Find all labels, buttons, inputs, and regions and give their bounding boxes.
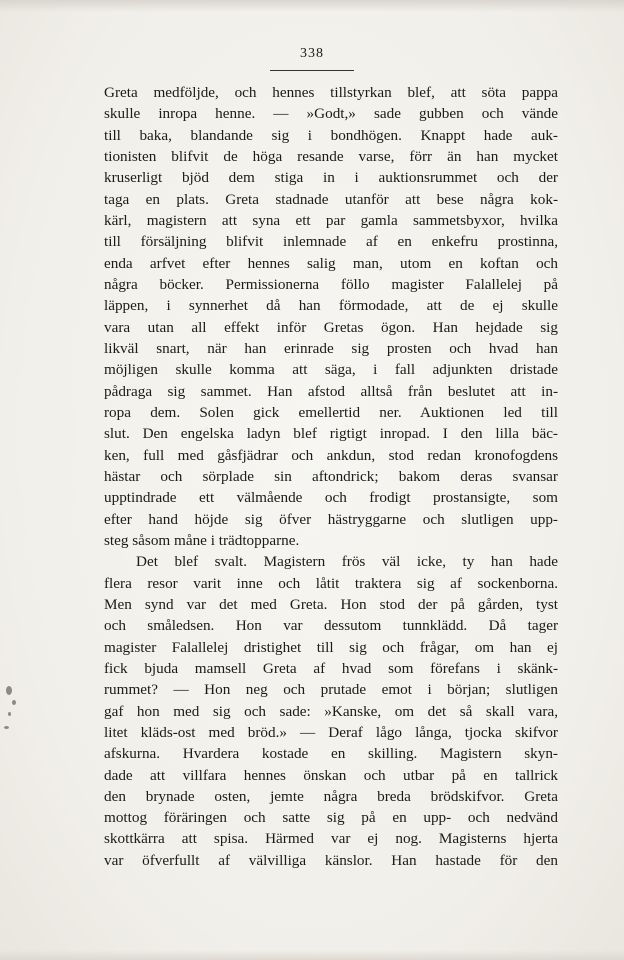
text-line: flera resor varit inne och låtit traktera sig af sockenborna. bbox=[104, 574, 558, 592]
text-line: några böcker. Permissionerna föllo magister Falallelej på bbox=[104, 275, 558, 293]
paragraph-start-line: Det blef svalt. Magistern frös väl icke, ty han hade bbox=[136, 553, 558, 571]
text-line: taga en plats. Greta stadnade utanför att bese några kok- bbox=[104, 190, 558, 208]
text-line: möjligen skulle komma att säga, i fall adjunkten dristade bbox=[104, 361, 558, 379]
ink-speck bbox=[12, 700, 16, 705]
text-line: afskurna. Hvardera kostade en skilling. Magistern skyn- bbox=[104, 745, 558, 763]
text-line: var öfverfullt af välvilliga känslor. Han hastade för den bbox=[104, 851, 558, 869]
text-line: rummet? — Hon neg och prutade emot i början; slutligen bbox=[104, 681, 558, 699]
text-line: gaf hon med sig och sade: »Kanske, om det så skall vara, bbox=[104, 702, 558, 720]
text-line: likväl snart, när han erinrade sig prosten och hvad han bbox=[104, 339, 558, 357]
page-number: 338 bbox=[300, 46, 324, 61]
text-line: till försäljning blifvit inlemnade af en enkefru prostinna, bbox=[104, 233, 558, 251]
paragraph-end-line: steg såsom måne i trädtopparne. bbox=[104, 531, 300, 549]
page-bottom-edge bbox=[0, 950, 624, 960]
text-line: enda arfvet efter hennes salig man, utom en koftan och bbox=[104, 254, 558, 272]
text-line: och småledsen. Hon var dessutom tunnklädd. Då tager bbox=[104, 617, 558, 635]
text-line: Greta medföljde, och hennes tillstyrkan blef, att söta pappa bbox=[104, 84, 558, 101]
text-line: den brynade osten, jemte några breda brödskifvor. Greta bbox=[104, 787, 558, 805]
text-line: till baka, blandande sig i bondhögen. Knappt hade auk- bbox=[104, 126, 558, 144]
text-line: upptindrade ett välmående och frodigt prostansigte, som bbox=[104, 489, 558, 507]
text-line: läppen, i synnerhet då han förmodade, att de ej skulle bbox=[104, 297, 558, 315]
text-line: kruserligt bjöd dem stiga in i auktionsrummet och der bbox=[104, 169, 558, 187]
text-line: efter hand höjde sig öfver hästryggarne och slutligen upp- bbox=[104, 510, 558, 528]
ink-speck bbox=[8, 712, 11, 716]
text-line: kärl, magistern att syna ett par gamla sammetsbyxor, hvilka bbox=[104, 211, 558, 229]
text-line: Men synd var det med Greta. Hon stod der på gården, tyst bbox=[104, 595, 558, 613]
text-line: dade att villfara hennes önskan och utbar på en tallrick bbox=[104, 766, 558, 784]
text-line: ken, full med gåsfjädrar och ankdun, stod redan kronofogdens bbox=[104, 446, 558, 464]
page-top-edge bbox=[0, 0, 624, 12]
ink-speck bbox=[4, 726, 9, 729]
text-line: skottkärra att spisa. Härmed var ej nog. Magisterns hjerta bbox=[104, 830, 558, 848]
text-line: slut. Den engelska ladyn blef rigtigt inropad. I den lilla bäc- bbox=[104, 425, 558, 443]
ink-speck bbox=[6, 686, 12, 695]
text-line: fick bjuda mamsell Greta af hvad som förefans i skänk- bbox=[104, 659, 558, 677]
text-line: mottog föräringen och satte sig på en upp- och nedvänd bbox=[104, 809, 558, 827]
text-line: vara utan all effekt inför Gretas ögon. Han hejdade sig bbox=[104, 318, 558, 336]
text-line: ropa dem. Solen gick emellertid ner. Auktionen led till bbox=[104, 403, 558, 421]
text-line: skulle inropa henne. — »Godt,» sade gubben och vände bbox=[104, 105, 558, 123]
body-text bbox=[104, 82, 558, 871]
text-line: litet kläds-ost med bröd.» — Deraf lågo långa, tjocka skifvor bbox=[104, 723, 558, 741]
text-line: pådraga sig sammet. Han afstod alltså från beslutet att in- bbox=[104, 382, 558, 400]
text-line: tionisten blifvit de höga resande varse, förr än han mycket bbox=[104, 147, 558, 165]
text-line: hästar och sörplade sin aftondrick; bakom deras svansar bbox=[104, 467, 558, 485]
header-rule bbox=[270, 70, 354, 71]
text-line: magister Falallelej dristighet till sig och frågar, om han ej bbox=[104, 638, 558, 656]
